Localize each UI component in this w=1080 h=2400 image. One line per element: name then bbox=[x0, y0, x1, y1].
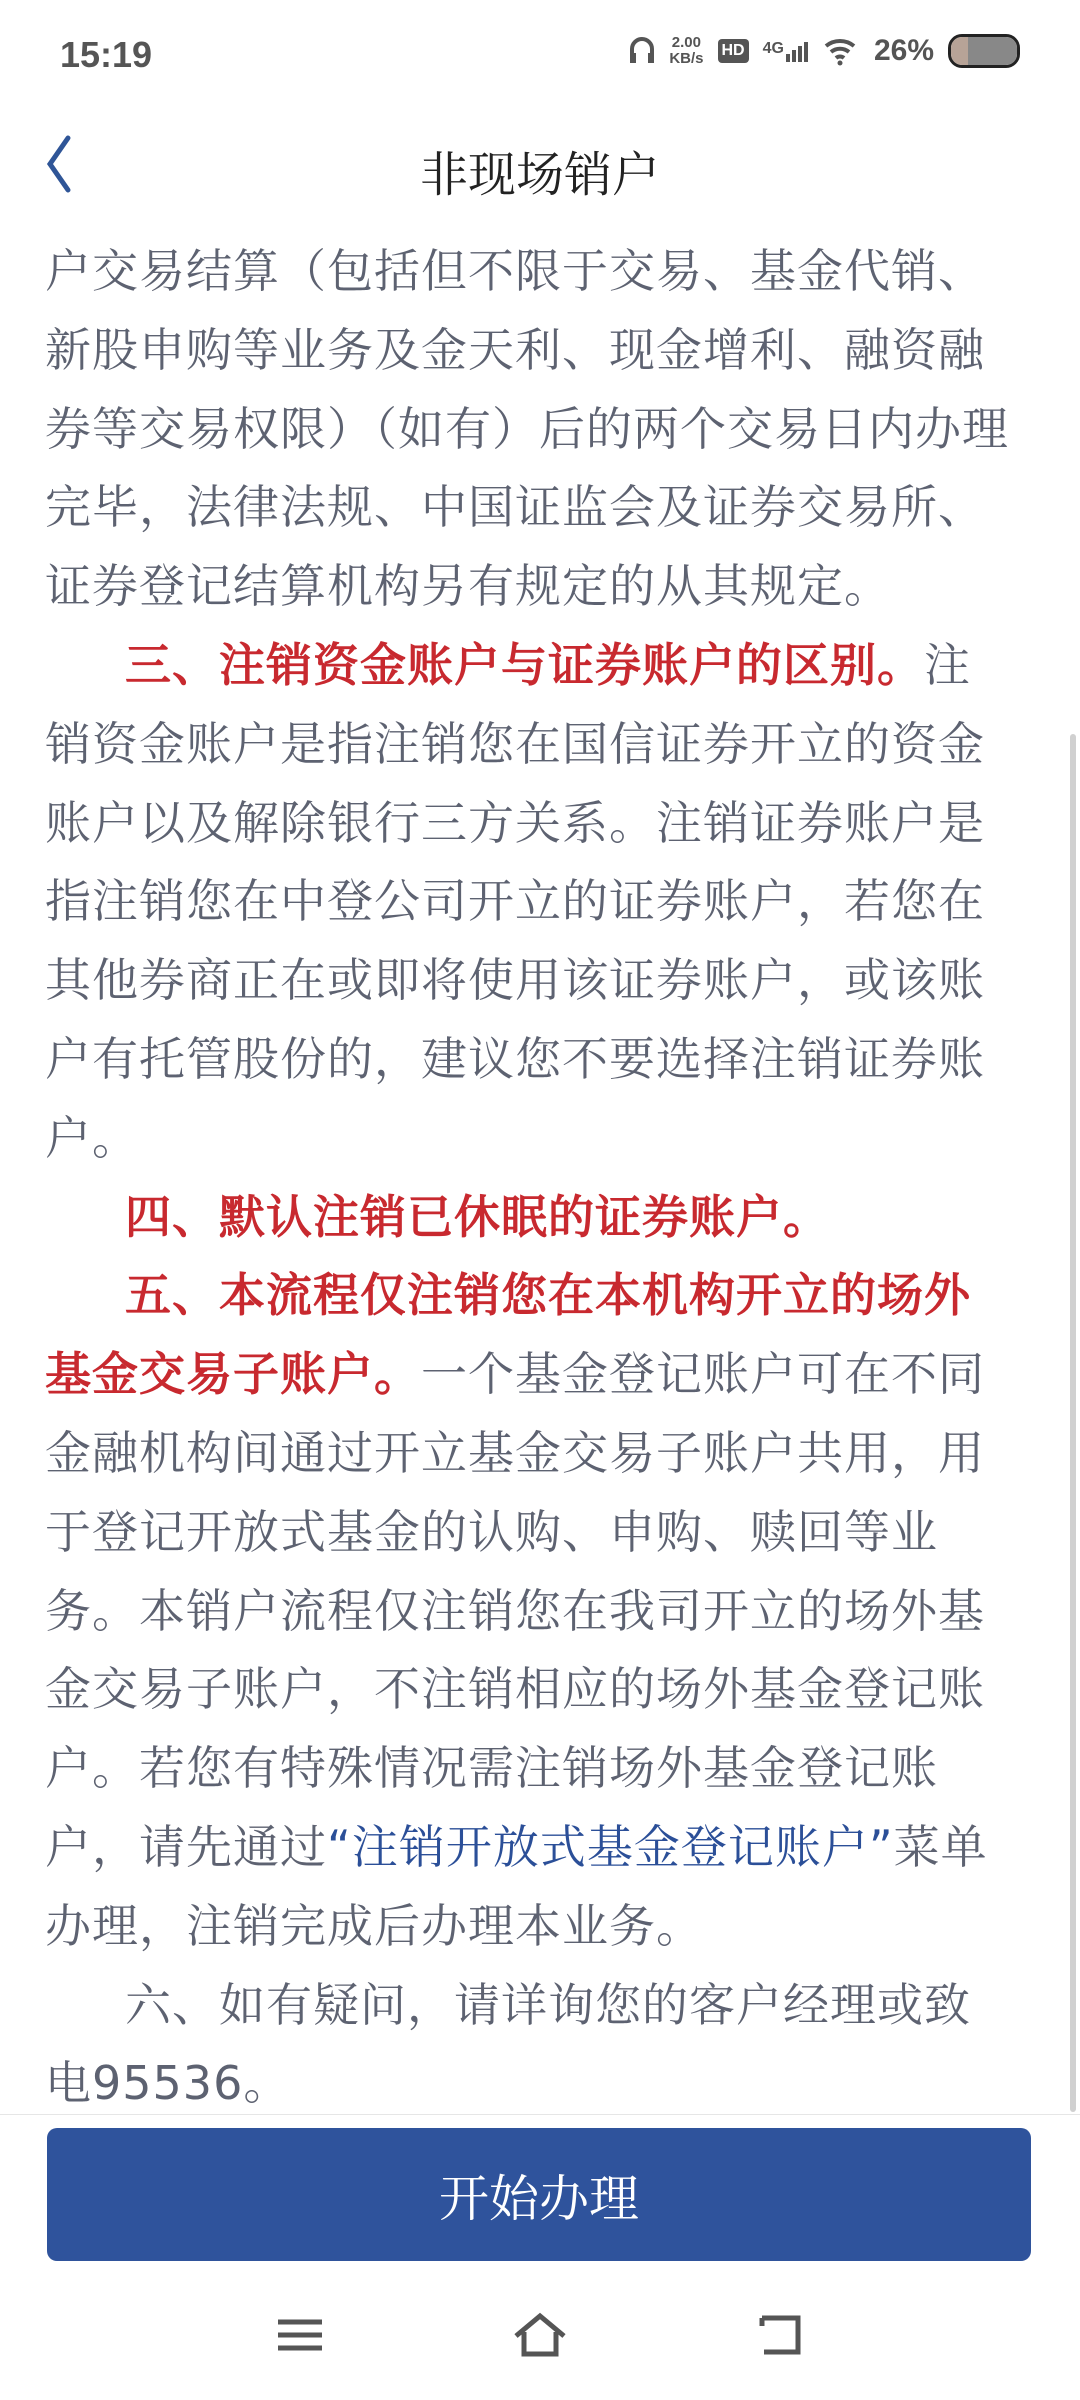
text-line bbox=[45, 1650, 1055, 1729]
battery-icon bbox=[948, 34, 1020, 68]
text-line bbox=[45, 784, 1055, 863]
text-segment: 券等交易权限）（如有）后的两个交易日内办理 bbox=[45, 401, 1009, 456]
text-line bbox=[45, 2044, 1055, 2123]
text-line bbox=[45, 1966, 1055, 2045]
text-line bbox=[45, 1414, 1055, 1493]
headphones-icon bbox=[629, 36, 655, 66]
scrollbar[interactable] bbox=[1070, 734, 1076, 2112]
text-segment: 账户以及解除银行三方关系。注销证券账户是 bbox=[45, 795, 985, 850]
nav-header bbox=[0, 110, 1080, 220]
wifi-icon bbox=[824, 36, 860, 66]
menu-icon bbox=[270, 2310, 330, 2360]
text-segment: 菜单 bbox=[893, 1819, 988, 1874]
text-segment: 办理，注销完成后办理本业务。 bbox=[45, 1898, 703, 1953]
text-line bbox=[45, 1729, 1055, 1808]
status-bar bbox=[0, 0, 1080, 110]
page-title: 非现场销户 bbox=[419, 147, 660, 203]
network-speed bbox=[669, 35, 703, 67]
text-line bbox=[45, 1493, 1055, 1572]
text-segment: 指注销您在中登公司开立的证券账户，若您在 bbox=[45, 874, 985, 929]
text-line bbox=[45, 232, 1055, 311]
start-button[interactable]: 开始办理 bbox=[47, 2128, 1031, 2261]
battery-percent: 26% bbox=[873, 34, 934, 67]
highlight-text: 四、默认注销已休眠的证券账户。 bbox=[125, 1189, 830, 1244]
highlight-text: 基金交易子账户。 bbox=[45, 1347, 421, 1402]
hd-icon: HD bbox=[718, 39, 749, 63]
text-line bbox=[45, 1572, 1055, 1651]
speed-value: 2.00 bbox=[671, 34, 701, 51]
text-segment: 户。若您有特殊情况需注销场外基金登记账 bbox=[45, 1741, 938, 1796]
menu-link[interactable]: “注销开放式基金登记账户” bbox=[327, 1819, 894, 1874]
text-line bbox=[45, 390, 1055, 469]
text-segment: 六、如有疑问，请详询您的客户经理或致 bbox=[125, 1977, 971, 2032]
cellular-signal-icon bbox=[763, 40, 810, 62]
text-segment: 完毕，法律法规、中国证监会及证券交易所、 bbox=[45, 480, 985, 535]
text-line bbox=[45, 862, 1055, 941]
text-segment: 户，请先通过 bbox=[45, 1819, 327, 1874]
text-segment: 户有托管股份的，建议您不要选择注销证券账 bbox=[45, 1031, 985, 1086]
text-segment: 金融机构间通过开立基金交易子账户共用，用 bbox=[45, 1425, 985, 1480]
text-segment: 户交易结算（包括但不限于交易、基金代销、 bbox=[45, 244, 985, 298]
text-line bbox=[45, 1099, 1055, 1178]
divider bbox=[0, 2114, 1080, 2115]
text-segment: 一个基金登记账户可在不同 bbox=[421, 1347, 985, 1402]
text-line bbox=[45, 1808, 1055, 1887]
highlight-text: 三、注销资金账户与证券账户的区别。 bbox=[125, 637, 924, 692]
text-line bbox=[45, 1887, 1055, 1966]
menu-button[interactable] bbox=[270, 2310, 330, 2360]
text-line bbox=[45, 941, 1055, 1020]
status-time: 15:19 bbox=[60, 34, 153, 75]
text-segment: 证券登记结算机构另有规定的从其规定。 bbox=[45, 559, 891, 614]
text-line bbox=[45, 1178, 1055, 1257]
back-nav-button[interactable] bbox=[750, 2310, 810, 2360]
network-type: 4G bbox=[762, 40, 784, 57]
text-segment: 销资金账户是指注销您在国信证券开立的资金 bbox=[45, 716, 985, 771]
text-segment: 户。 bbox=[45, 1110, 139, 1165]
system-nav-bar bbox=[0, 2290, 1080, 2380]
text-segment: 新股申购等业务及金天利、现金增利、融资融 bbox=[45, 322, 985, 377]
home-button[interactable] bbox=[510, 2310, 570, 2360]
text-segment: 于登记开放式基金的认购、申购、赎回等业 bbox=[45, 1504, 938, 1559]
text-segment: 注 bbox=[924, 637, 971, 692]
status-icons bbox=[629, 34, 1020, 68]
text-line bbox=[45, 705, 1055, 784]
highlight-text: 五、本流程仅注销您在本机构开立的场外 bbox=[125, 1268, 971, 1323]
text-line bbox=[45, 1256, 1055, 1335]
text-line bbox=[45, 311, 1055, 390]
text-segment: 其他券商正在或即将使用该证券账户，或该账 bbox=[45, 953, 985, 1008]
text-line bbox=[45, 1020, 1055, 1099]
home-icon bbox=[510, 2310, 570, 2360]
text-line bbox=[45, 468, 1055, 547]
return-icon bbox=[750, 2310, 810, 2360]
text-segment: 金交易子账户，不注销相应的场外基金登记账 bbox=[45, 1662, 985, 1717]
agreement-text bbox=[45, 232, 1055, 2123]
text-line bbox=[45, 626, 1055, 705]
text-line bbox=[45, 1335, 1055, 1414]
speed-unit: KB/s bbox=[669, 50, 704, 67]
text-segment: 电95536。 bbox=[45, 2056, 291, 2111]
text-line bbox=[45, 547, 1055, 626]
text-segment: 务。本销户流程仅注销您在我司开立的场外基 bbox=[45, 1583, 985, 1638]
